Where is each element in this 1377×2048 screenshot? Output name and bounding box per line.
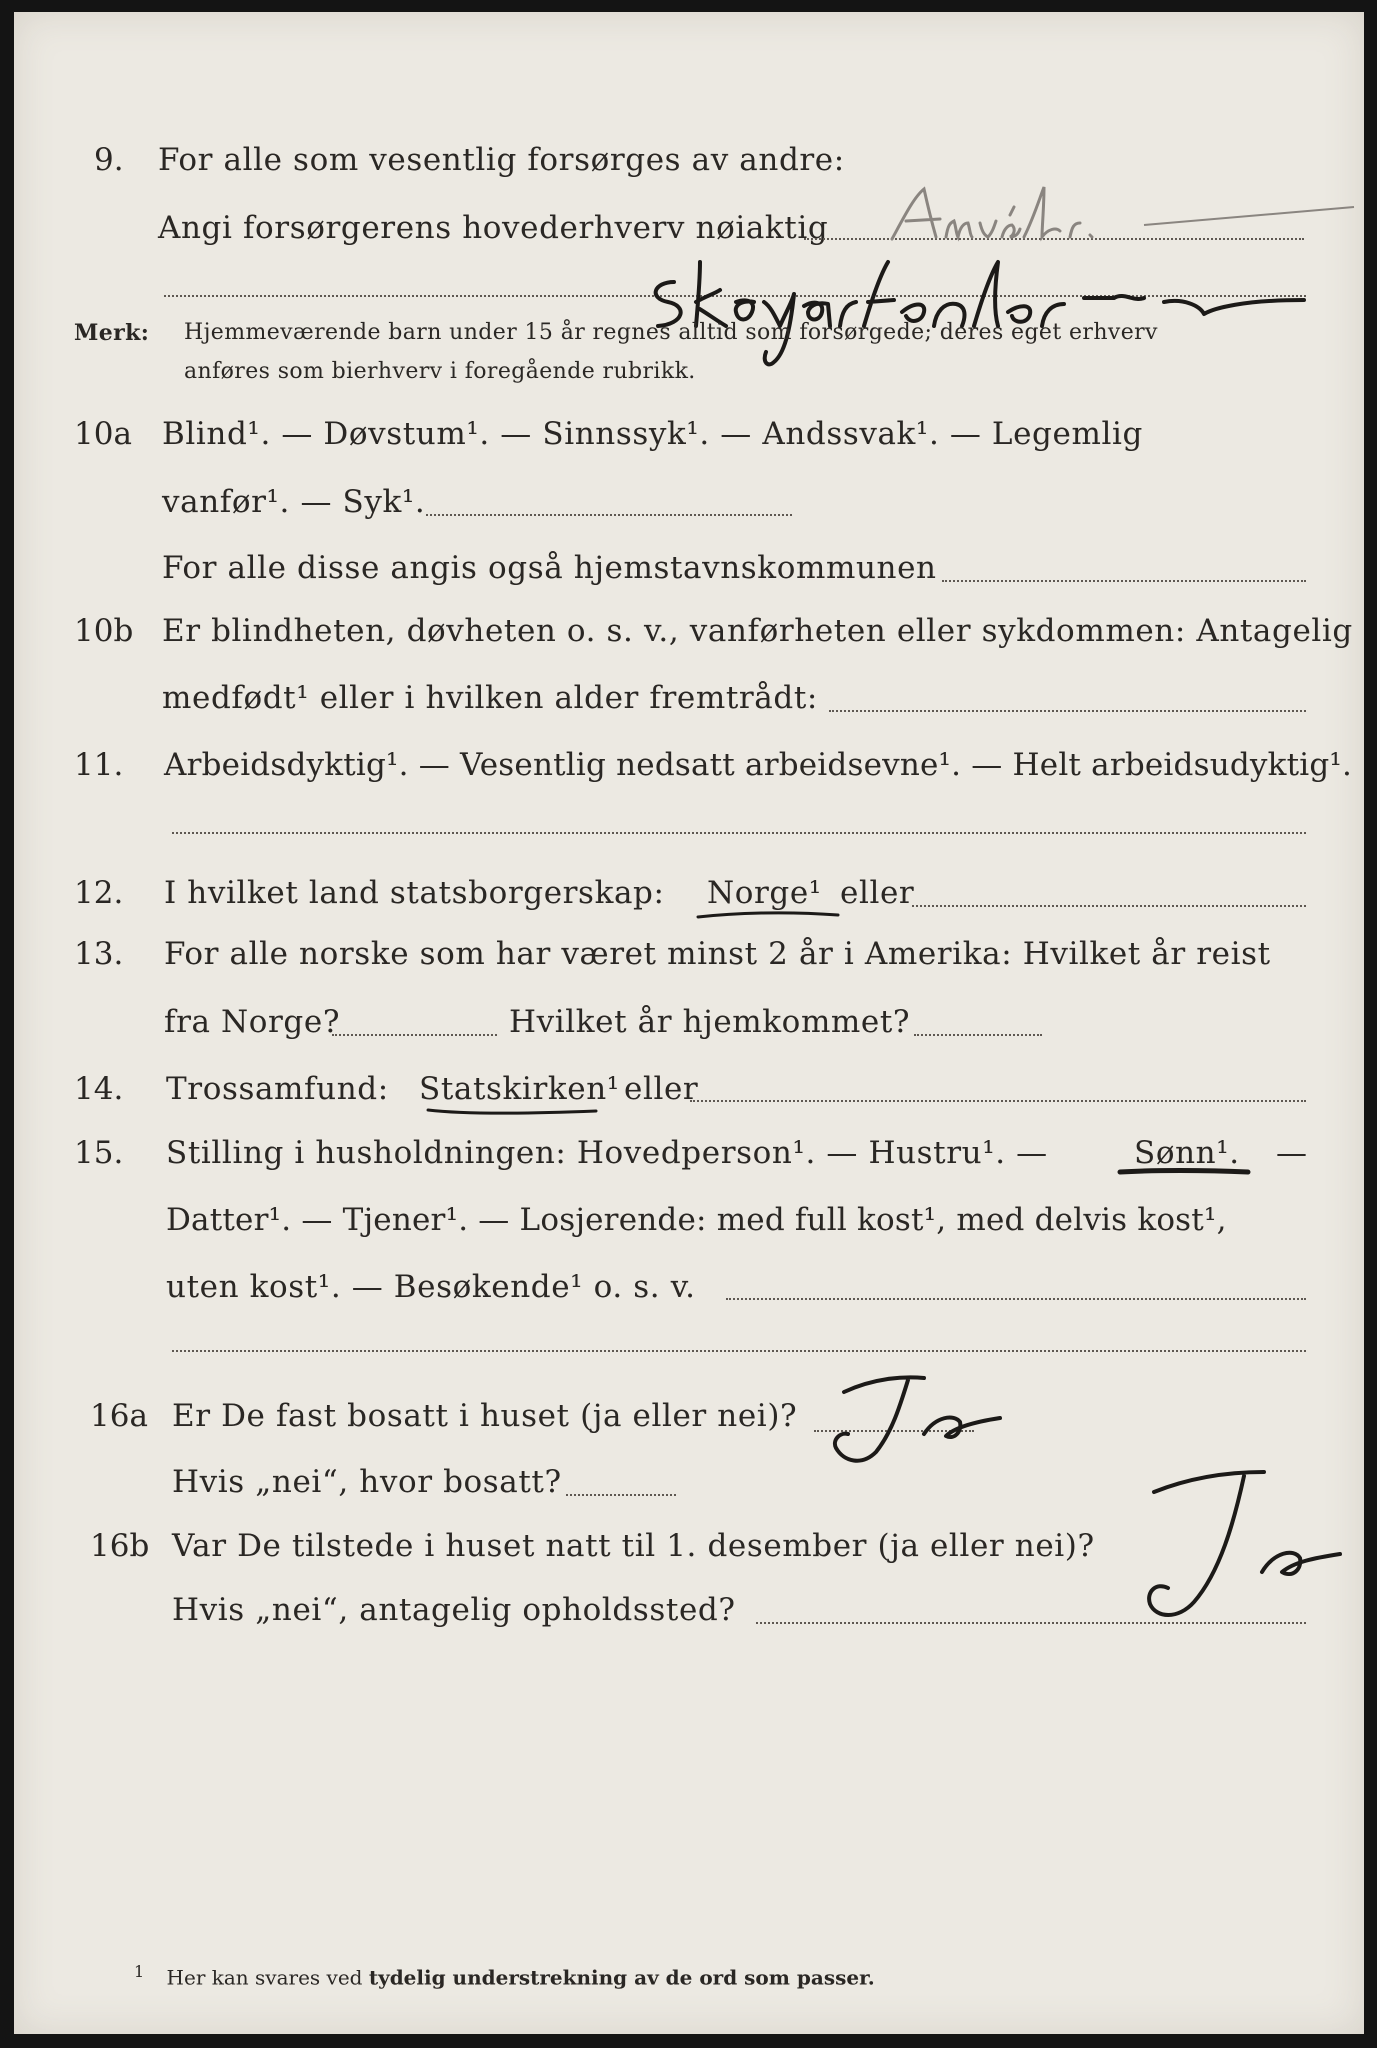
merk-label: Merk:	[74, 320, 150, 346]
answer-stroke	[835, 1377, 1000, 1460]
q15-line1-prefix: Stilling i husholdningen: Hovedperson¹. — Hustru¹. —	[166, 1135, 1048, 1171]
merk-line2: anføres som bierhverv i foregående rubrikk.	[184, 359, 696, 384]
q14-answer-line[interactable]	[690, 1100, 1306, 1102]
annotation-strike	[1144, 207, 1354, 225]
answer-stroke	[656, 262, 1304, 364]
q16b-line2: Hvis „nei“, antagelig opholdssted?	[172, 1592, 736, 1628]
q10a-line1: Blind¹. — Døvstum¹. — Sinnssyk¹. — Andssvak¹. — Legemlig	[162, 416, 1143, 452]
q10b-number: 10b	[74, 613, 134, 649]
q10a-hjemstavn-line[interactable]	[942, 580, 1306, 582]
q15-option-sonn[interactable]: Sønn¹.	[1134, 1135, 1240, 1171]
q16b-answer-handwriting	[1094, 1462, 1344, 1632]
q15-line3: uten kost¹. — Besøkende¹ o. s. v.	[166, 1269, 696, 1305]
q12-number: 12.	[74, 875, 124, 911]
q15-number: 15.	[74, 1135, 124, 1171]
q11-answer-line[interactable]	[172, 832, 1306, 834]
census-form-page	[14, 12, 1364, 2034]
q15-line1-suffix: —	[1276, 1135, 1308, 1171]
q14-number: 14.	[74, 1071, 124, 1107]
q16a-bosatt-line[interactable]	[566, 1494, 676, 1496]
underline-stroke	[428, 1110, 596, 1113]
q10a-line3: For alle disse angis også hjemstavnskommunen	[162, 550, 937, 586]
q13-number: 13.	[74, 936, 124, 972]
answer-stroke	[1149, 1472, 1340, 1615]
q16a-number: 16a	[90, 1398, 148, 1434]
q16b-line1: Var De tilstede i huset natt til 1. desember (ja eller nei)?	[172, 1528, 1095, 1564]
q9-number: 9.	[94, 142, 124, 178]
annotation-stroke	[892, 187, 1092, 239]
merk-line1: Hjemmeværende barn under 15 år regnes alltid som forsørgede; deres eget erhverv	[184, 320, 1158, 345]
footnote-text-plain: Her kan svares ved	[166, 1965, 363, 1990]
q13-year-returned-line[interactable]	[914, 1034, 1042, 1036]
q13-line2-return: Hvilket år hjemkommet?	[509, 1004, 911, 1040]
q9-line1: For alle som vesentlig forsørges av andre:	[158, 142, 845, 178]
q13-year-left-line[interactable]	[332, 1034, 497, 1036]
q9-line2: Angi forsørgerens hovederhverv nøiaktig	[158, 210, 829, 246]
q12-option-norge[interactable]: Norge¹	[707, 875, 822, 911]
q10b-line2: medfødt¹ eller i hvilken alder fremtrådt:	[162, 680, 818, 716]
q11-line1: Arbeidsdyktig¹. — Vesentlig nedsatt arbeidsevne¹. — Helt arbeidsudyktig¹.	[164, 747, 1353, 783]
q12-prefix: I hvilket land statsborgerskap:	[164, 875, 665, 911]
q10a-answer-line[interactable]	[426, 514, 792, 516]
q10b-line1: Er blindheten, døvheten o. s. v., vanførheten eller sykdommen: Antagelig	[162, 613, 1353, 649]
q16b-number: 16b	[90, 1528, 150, 1564]
q16a-answer-line[interactable]	[814, 1430, 974, 1432]
q13-line2-from: fra Norge?	[164, 1004, 341, 1040]
q13-line1: For alle norske som har været minst 2 år i Amerika: Hvilket år reist	[164, 936, 1271, 972]
q16b-opholdssted-line[interactable]	[756, 1622, 1306, 1624]
q10b-answer-line[interactable]	[829, 710, 1306, 712]
q15-answer-line[interactable]	[726, 1298, 1306, 1300]
q15-answer-line-2[interactable]	[172, 1350, 1306, 1352]
q9-answer-line[interactable]	[804, 238, 1304, 240]
underline-stroke	[698, 913, 838, 917]
q16a-line1: Er De fast bosatt i huset (ja eller nei)?	[172, 1398, 798, 1434]
q9-answer-handwriting	[644, 242, 1314, 372]
q11-number: 11.	[74, 747, 124, 783]
q10a-number: 10a	[74, 416, 132, 452]
q15-line2: Datter¹. — Tjener¹. — Losjerende: med full kost¹, med delvis kost¹,	[166, 1202, 1227, 1238]
q16a-answer-handwriting	[804, 1362, 1024, 1472]
footnote	[134, 1962, 875, 1990]
footnote-mark: 1	[134, 1962, 145, 1981]
q16a-line2: Hvis „nei“, hvor bosatt?	[172, 1464, 562, 1500]
q14-prefix: Trossamfund:	[166, 1071, 389, 1107]
q12-suffix: eller	[840, 875, 915, 911]
q12-answer-line[interactable]	[912, 905, 1306, 907]
footnote-text-bold: tydelig understrekning av de ord som passer.	[368, 1965, 875, 1990]
q10a-line2: vanfør¹. — Syk¹.	[162, 484, 426, 520]
q9-answer-line-2[interactable]	[164, 295, 1306, 297]
q14-option-statskirken[interactable]: Statskirken¹	[419, 1071, 620, 1107]
q14-suffix: eller	[624, 1071, 699, 1107]
q9-annotation-handwriting	[884, 177, 1354, 257]
